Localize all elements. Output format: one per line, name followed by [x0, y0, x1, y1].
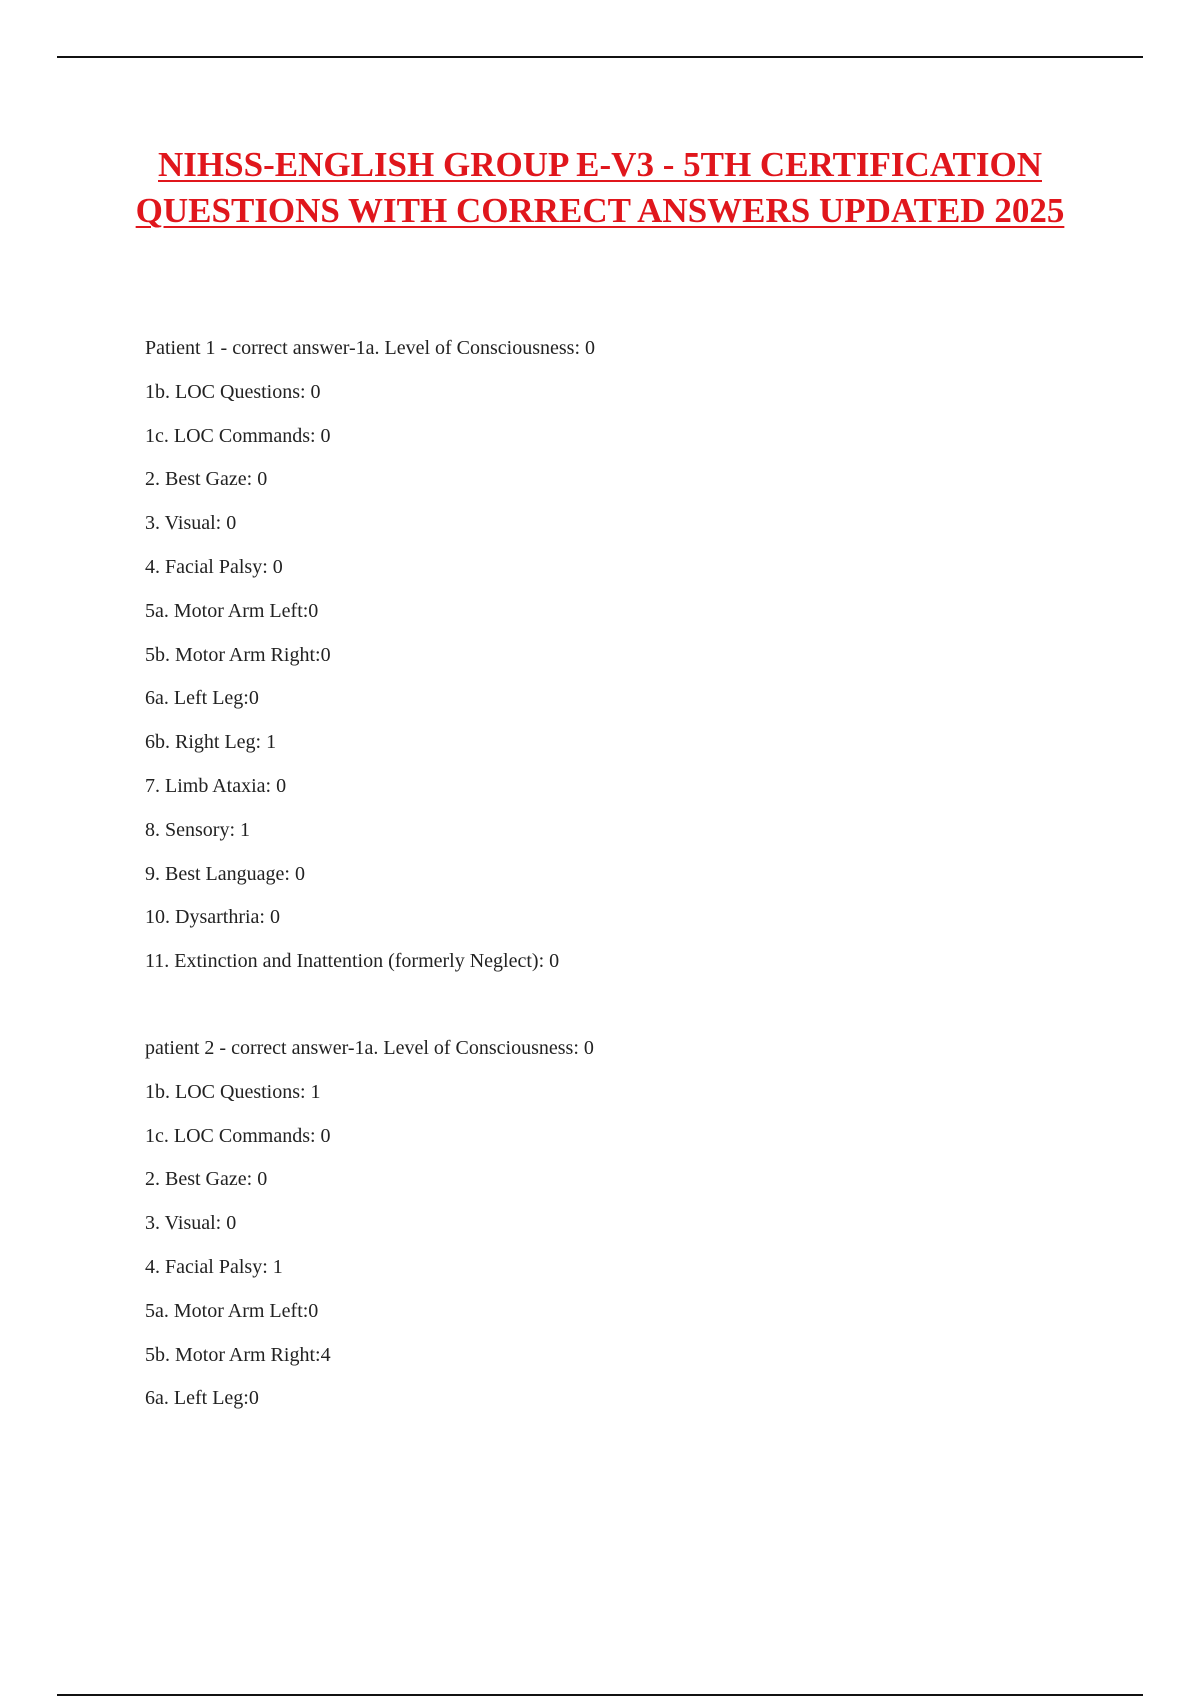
answer-line: 3. Visual: 0 [145, 1212, 237, 1235]
answer-line: 5b. Motor Arm Right:0 [145, 643, 331, 666]
answer-line: 4. Facial Palsy: 0 [145, 555, 283, 578]
answer-line: 3. Visual: 0 [145, 512, 237, 535]
answer-line: 5b. Motor Arm Right:4 [145, 1343, 331, 1366]
answer-line: 2. Best Gaze: 0 [145, 1168, 268, 1191]
header-rule [57, 56, 1143, 58]
answer-line: 1c. LOC Commands: 0 [145, 1124, 331, 1147]
answer-line: 5a. Motor Arm Left:0 [145, 1299, 319, 1322]
answer-line: 1b. LOC Questions: 1 [145, 1080, 321, 1103]
answer-line: 10. Dysarthria: 0 [145, 906, 280, 929]
answer-line: 1b. LOC Questions: 0 [145, 380, 321, 403]
answer-line: 7. Limb Ataxia: 0 [145, 774, 287, 797]
answer-line: 9. Best Language: 0 [145, 862, 305, 885]
answer-line: 5a. Motor Arm Left:0 [145, 599, 319, 622]
answer-line: 1c. LOC Commands: 0 [145, 424, 331, 447]
patient-2-answers [145, 1034, 594, 1428]
patient-1-answers [145, 334, 595, 991]
footer-rule [57, 1694, 1143, 1696]
answer-line: patient 2 - correct answer-1a. Level of Consciousness: 0 [145, 1037, 594, 1059]
answer-line: 6b. Right Leg: 1 [145, 731, 277, 754]
document-title: NIHSS-ENGLISH GROUP E-V3 - 5TH CERTIFICATION QUESTIONS WITH CORRECT ANSWERS UPDATED 2025 [135, 145, 1065, 230]
answer-line: 2. Best Gaze: 0 [145, 468, 268, 491]
answer-line: 4. Facial Palsy: 1 [145, 1255, 283, 1278]
answer-line: 11. Extinction and Inattention (formerly Neglect): 0 [145, 950, 560, 973]
answer-line: Patient 1 - correct answer-1a. Level of Consciousness: 0 [145, 337, 596, 359]
answer-line: 8. Sensory: 1 [145, 818, 250, 841]
answer-line: 6a. Left Leg:0 [145, 687, 259, 710]
answer-line: 6a. Left Leg:0 [145, 1387, 259, 1410]
